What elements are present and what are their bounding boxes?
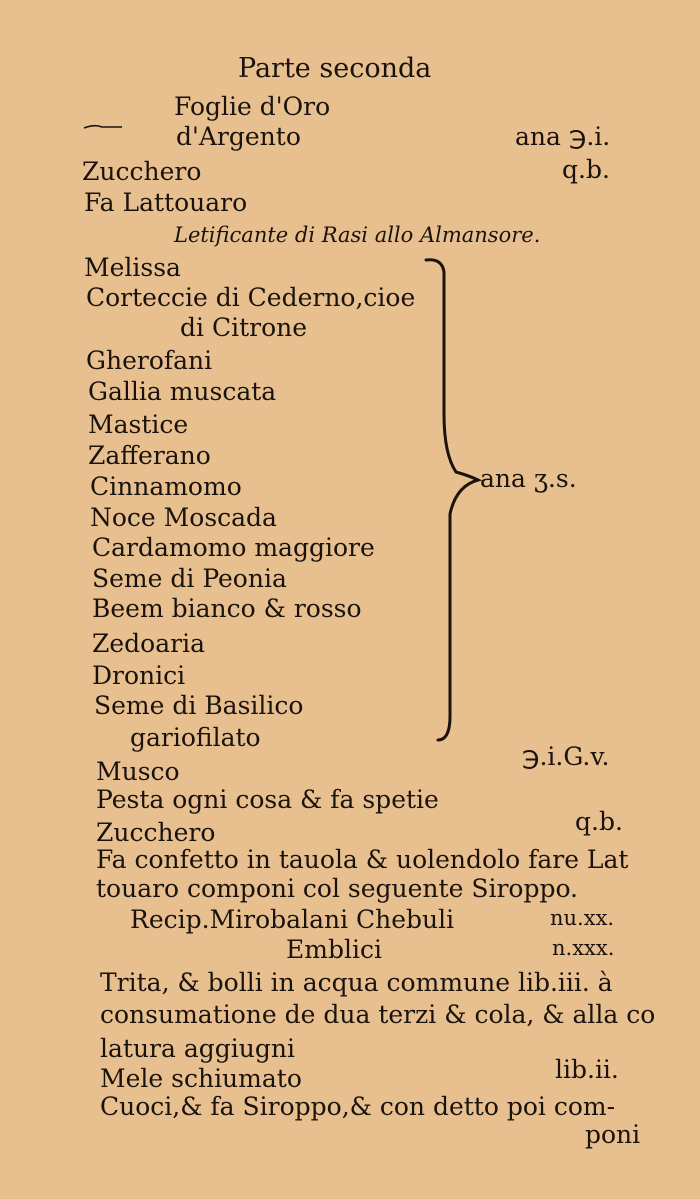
line-poni: poni	[585, 1120, 641, 1149]
line-mele: Mele schiumato	[100, 1064, 302, 1093]
ingredient-gariofilato: gariofilato	[130, 723, 261, 752]
ingredient-corteccie: Corteccie di Cederno,cioe	[86, 283, 416, 312]
dose-qb-2: q.b.	[575, 807, 623, 836]
ingredient-peonia: Seme di Peonia	[92, 564, 287, 593]
ingredient-cardamomo: Cardamomo maggiore	[92, 533, 375, 562]
brace-bracket	[420, 254, 500, 754]
ingredient-noce: Noce Moscada	[90, 503, 277, 532]
ingredient-zedoaria: Zedoaria	[92, 629, 205, 658]
line-argento: d'Argento	[176, 122, 301, 151]
ingredient-gallia: Gallia muscata	[88, 377, 277, 406]
dose-n-xxx: n.xxx.	[552, 936, 615, 960]
line-fa-lattouaro: Fa Lattouaro	[84, 188, 248, 217]
dose-ana-dram: ana ʒ.s.	[480, 464, 577, 493]
line-zucchero-2: Zucchero	[96, 818, 216, 847]
ingredient-beem: Beem bianco & rosso	[92, 594, 362, 623]
line-latura: latura aggiugni	[100, 1034, 295, 1063]
ingredient-mastice: Mastice	[88, 410, 189, 439]
dose-musco: ℈.i.G.v.	[522, 742, 610, 771]
ingredient-citrone: di Citrone	[180, 313, 308, 342]
line-consumatione: consumatione de dua terzi & cola, & alla co	[100, 1000, 656, 1029]
dose-ana-scruple: ana ℈.i.	[515, 122, 611, 151]
recipe-title: Letificante di Rasi allo Almansore.	[174, 223, 541, 247]
dose-qb-1: q.b.	[562, 155, 610, 184]
ingredient-zafferano: Zafferano	[88, 441, 211, 470]
line-emblici: Emblici	[286, 935, 382, 964]
ingredient-basilico: Seme di Basilico	[94, 691, 304, 720]
dose-lib-ii: lib.ii.	[555, 1055, 619, 1084]
ingredient-gherofani: Gherofani	[86, 346, 213, 375]
line-touaro: touaro componi col seguente Siroppo.	[96, 874, 579, 903]
dose-nu-xx: nu.xx.	[550, 906, 615, 930]
line-zucchero-1: Zucchero	[82, 157, 202, 186]
line-foglie-oro: Foglie d'Oro	[174, 92, 331, 121]
line-confetto: Fa confetto in tauola & uolendolo fare Lat	[96, 845, 629, 874]
line-trita: Trita, & bolli in acqua commune lib.iii. à	[100, 968, 613, 997]
ingredient-dronici: Dronici	[92, 661, 186, 690]
page-header: Parte seconda	[238, 53, 432, 84]
ingredient-cinnamomo: Cinnamomo	[90, 472, 242, 501]
dash-mark	[82, 124, 124, 130]
line-cuoci: Cuoci,& fa Siroppo,& con detto poi com-	[100, 1092, 616, 1121]
ingredient-melissa: Melissa	[84, 253, 181, 282]
ingredient-musco: Musco	[96, 757, 180, 786]
line-recip: Recip.Mirobalani Chebuli	[130, 905, 455, 934]
line-pesta: Pesta ogni cosa & fa spetie	[96, 785, 439, 814]
